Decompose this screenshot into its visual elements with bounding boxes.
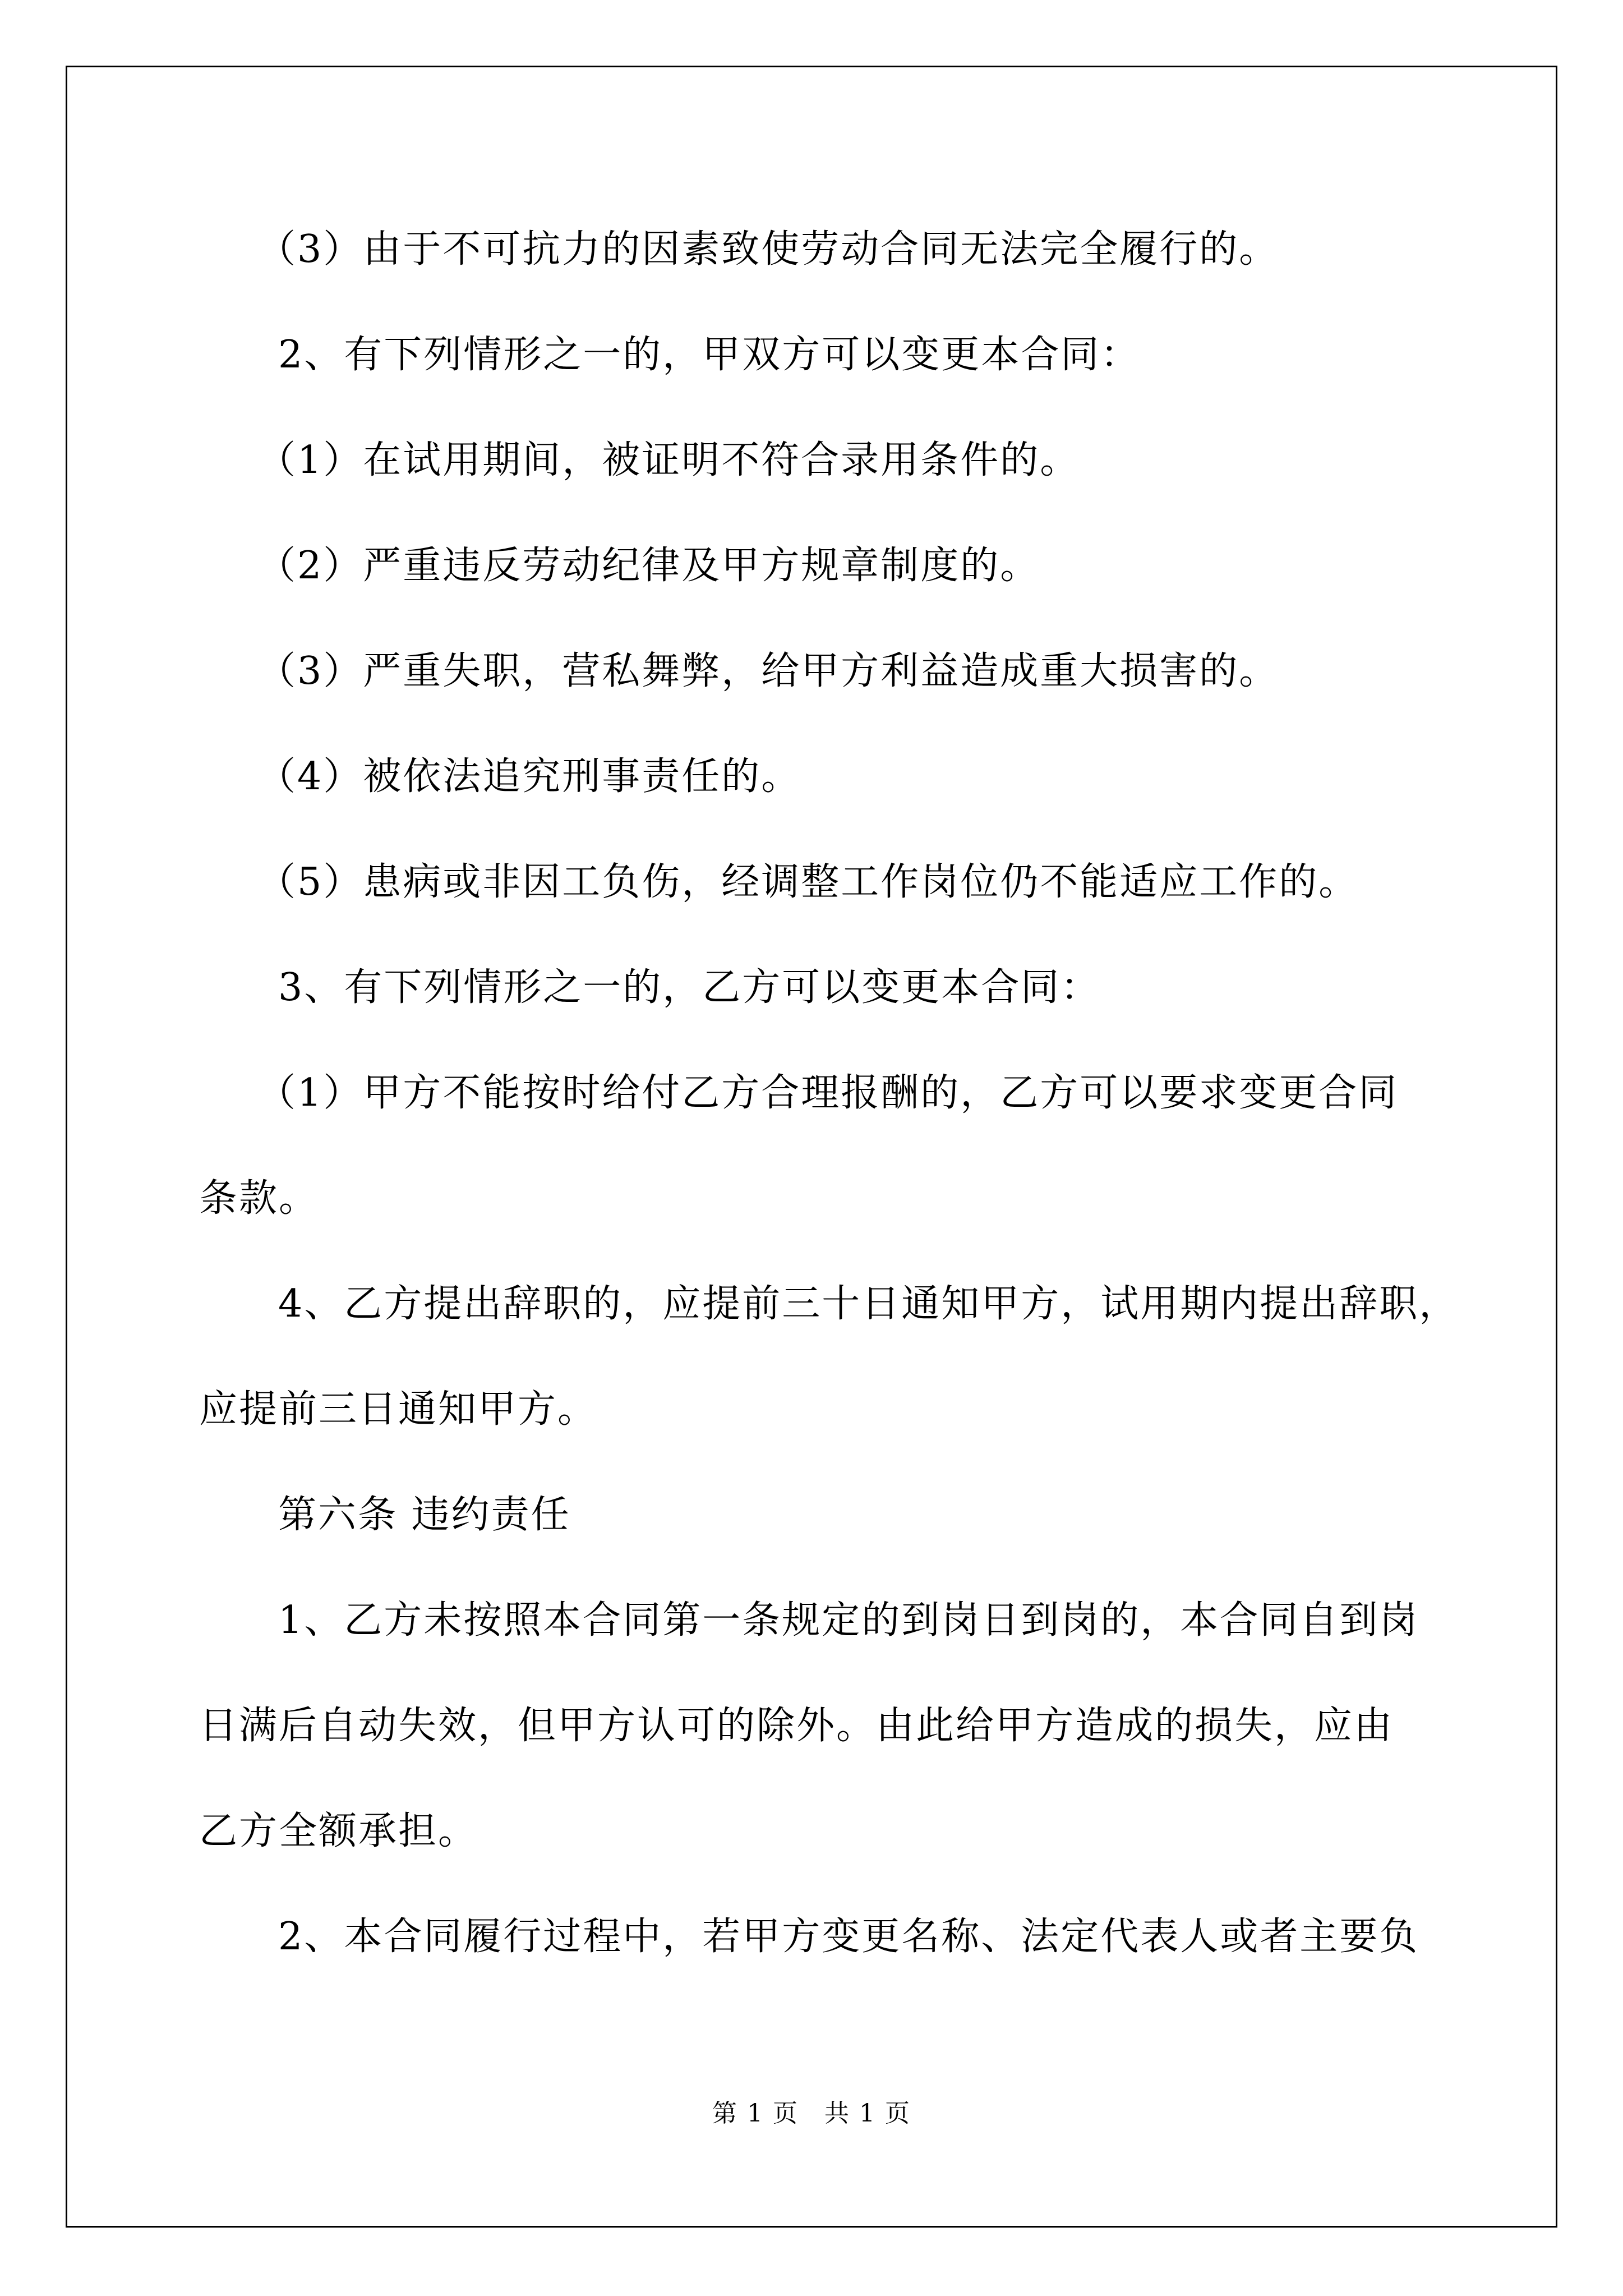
page-border	[66, 66, 1557, 2228]
clause-5-2-item-2: （2）严重违反劳动纪律及甲方规章制度的。	[257, 544, 1040, 588]
clause-6-1-line-3: 乙方全额承担。	[199, 1809, 478, 1853]
clause-5-1-item-3: （3）由于不可抗力的因素致使劳动合同无法完全履行的。	[257, 227, 1279, 272]
clause-5-4-line-2: 应提前三日通知甲方。	[199, 1387, 598, 1432]
clause-6-1-line-2: 日满后自动失效，但甲方认可的除外。由此给甲方造成的损失，应由	[199, 1704, 1394, 1748]
clause-5-4-line-1: 4、乙方提出辞职的，应提前三十日通知甲方，试用期内提出辞职，	[278, 1282, 1459, 1326]
clause-5-3-item-1-line-1: （1）甲方不能按时给付乙方合理报酬的，乙方可以要求变更合同	[257, 1071, 1399, 1115]
clause-5-2-item-3: （3）严重失职，营私舞弊，给甲方利益造成重大损害的。	[257, 649, 1279, 693]
clause-5-2-item-1: （1）在试用期间，被证明不符合录用条件的。	[257, 438, 1080, 482]
clause-5-3-item-1-line-2: 条款。	[199, 1176, 319, 1221]
article-6-title: 第六条 违约责任	[278, 1493, 571, 1537]
page-number-footer: 第 1 页 共 1 页	[712, 2099, 911, 2128]
clause-6-2-line-1: 2、本合同履行过程中，若甲方变更名称、法定代表人或者主要负	[278, 1915, 1419, 1959]
clause-5-2-item-5: （5）患病或非因工负伤，经调整工作岗位仍不能适应工作的。	[257, 860, 1359, 904]
clause-6-1-line-1: 1、乙方未按照本合同第一条规定的到岗日到岗的，本合同自到岗	[278, 1598, 1419, 1642]
clause-5-3-heading: 3、有下列情形之一的，乙方可以变更本合同：	[278, 965, 1101, 1010]
clause-5-2-heading: 2、有下列情形之一的，甲双方可以变更本合同：	[278, 333, 1141, 377]
clause-5-2-item-4: （4）被依法追究刑事责任的。	[257, 754, 801, 799]
